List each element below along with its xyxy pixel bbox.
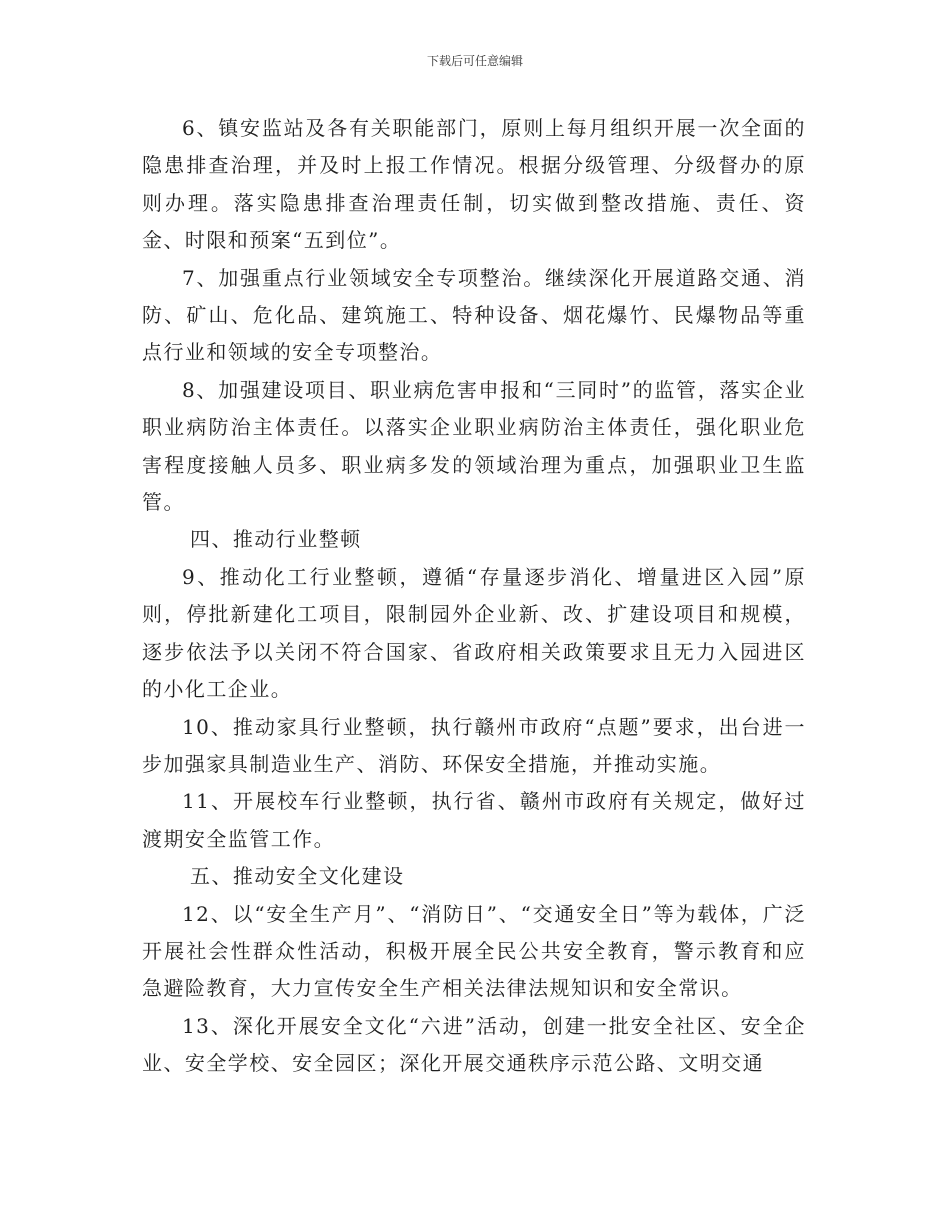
section-heading-5: 五、推动安全文化建设 bbox=[190, 864, 405, 889]
section-heading-4: 四、推动行业整顿 bbox=[190, 527, 362, 552]
paragraph-item-8: 8、加强建设项目、职业病危害申报和“三同时”的监管，落实企业职业病防治主体责任。以落实企业职业病防治主体责任，强化职业危害程度接触人员多、职业病多发的领域治理为重点，加强职业卫生监管。 bbox=[142, 377, 806, 515]
paragraph-item-13: 13、深化开展安全文化“六进”活动，创建一批安全社区、安全企业、安全学校、安全园区；深化开展交通秩序示范公路、文明交通 bbox=[142, 1013, 806, 1076]
paragraph-item-7: 7、加强重点行业领域安全专项整治。继续深化开展道路交通、消防、矿山、危化品、建筑施工、特种设备、烟花爆竹、民爆物品等重点行业和领域的安全专项整治。 bbox=[142, 265, 806, 365]
paragraph-item-6: 6、镇安监站及各有关职能部门，原则上每月组织开展一次全面的隐患排查治理，并及时上报工作情况。根据分级管理、分级督办的原则办理。落实隐患排查治理责任制，切实做到整改措施、责任、资金、时限和预案“五到位”。 bbox=[142, 116, 806, 253]
page-header: 下载后可任意编辑 bbox=[426, 54, 523, 68]
paragraph-item-11: 11、开展校车行业整顿，执行省、赣州市政府有关规定，做好过渡期安全监管工作。 bbox=[142, 789, 806, 851]
document-body bbox=[142, 110, 806, 1083]
paragraph-item-9: 9、推动化工行业整顿，遵循“存量逐步消化、增量进区入园”原则，停批新建化工项目，限制园外企业新、改、扩建设项目和规模，逐步依法予以关闭不符合国家、省政府相关政策要求且无力入园进区的小化工企业。 bbox=[142, 564, 806, 702]
paragraph-item-12: 12、以“安全生产月”、“消防日”、“交通安全日”等为载体，广泛开展社会性群众性活动，积极开展全民公共安全教育，警示教育和应急避险教育，大力宣传安全生产相关法律法规知识和安全常识。 bbox=[142, 901, 806, 1001]
paragraph-item-10: 10、推动家具行业整顿，执行赣州市政府“点题”要求，出台进一步加强家具制造业生产、消防、环保安全措施，并推动实施。 bbox=[142, 714, 806, 776]
